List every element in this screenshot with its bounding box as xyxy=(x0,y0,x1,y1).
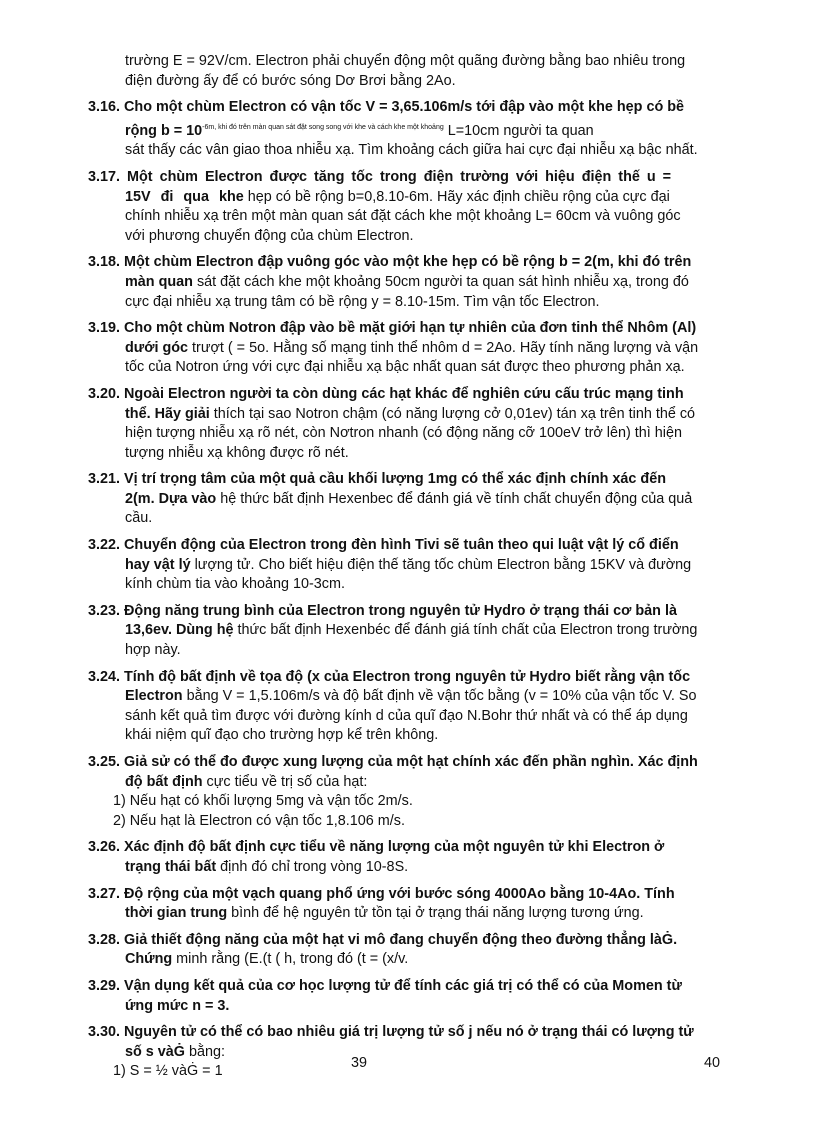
exercise-heading: Giả sử có thể đo được xung lượng của một hạt chính xác đến phần nghìn. Xác định xyxy=(124,754,698,770)
exercise-number: 3.25. xyxy=(88,754,121,770)
exercise-3-29 xyxy=(88,977,728,1016)
exercise-text: bằng V = 1,5.106m/s và độ bất định về vận tốc bằng (v = 10% của vận tốc V. So xyxy=(182,688,697,705)
exercise-number: 3.23. xyxy=(88,602,121,619)
exercise-number: 3.18. xyxy=(88,254,121,271)
exercise-text: L=10cm người ta quan xyxy=(443,122,594,139)
exercise-3-19 xyxy=(88,319,728,378)
exercise-text: hệ thức bất định Hexenbec để đánh giá về tính chất chuyển động của quả xyxy=(216,490,693,507)
sub-item: 1) S = ½ vàĠ = 1 xyxy=(113,1063,223,1080)
exercise-text: bình để hệ nguyên tử tồn tại ở trạng thái năng lượng tương ứng. xyxy=(227,905,644,922)
exercise-heading-cont: trạng thái bất xyxy=(125,858,217,875)
exercise-heading-cont: Electron xyxy=(125,688,183,705)
exercise-heading: Động năng trung bình của Electron trong nguyên tử Hydro ở trạng thái cơ bản là xyxy=(124,602,677,619)
exercise-heading-cont: rộng b = 10 xyxy=(125,122,203,139)
exercise-text: lượng tử. Cho biết hiệu điện thế tăng tốc chùm Electron bằng 15KV và đường xyxy=(190,556,692,573)
exercise-heading-cont: dưới góc xyxy=(125,339,189,356)
exercise-text: cầu. xyxy=(125,510,153,527)
exercise-number: 3.29. xyxy=(88,977,121,994)
exercise-number: 3.17. xyxy=(88,168,121,185)
exercise-heading-cont: Chứng xyxy=(125,951,173,968)
exercise-text: cực tiểu về trị số của hạt: xyxy=(202,773,368,790)
exercise-3-22 xyxy=(88,536,728,595)
exercise-heading-cont: thời gian trung xyxy=(125,905,228,922)
exercise-heading: Giả thiết động năng của một hạt vi mô đang chuyển động theo đường thẳng làĠ. xyxy=(124,931,678,948)
exercise-text: sát thấy các vân giao thoa nhiễu xạ. Tìm khoảng cách giữa hai cực đại nhiễu xạ bậc nhất. xyxy=(125,142,698,159)
exercise-text: minh rằng (E.(t ( h, trong đó (t = (x/v. xyxy=(172,951,409,968)
exercise-text: tốc của Notron ứng với cực đại nhiễu xạ bậc nhất quan sát được theo phương phản xạ. xyxy=(125,359,685,376)
exercise-text: hẹp có bề rộng b=0,8.10-6m. Hãy xác định chiều rộng của cực đại xyxy=(243,188,670,205)
exercise-text: sánh kết quả tìm được với đường kính d của quĩ đạo N.Bohr thứ nhất và có thể áp dụng xyxy=(125,707,688,724)
exercise-heading-cont: 15V đi qua khe xyxy=(125,188,244,205)
exercise-number: 3.24. xyxy=(88,668,121,685)
exercise-heading: Vận dụng kết quả của cơ học lượng tử để tính các giá trị có thể có của Momen từ xyxy=(124,977,682,994)
exercise-heading: Cho một chùm Electron có vận tốc V = 3,65.106m/s tới đập vào một khe hẹp có bề xyxy=(124,99,685,116)
exercise-3-21 xyxy=(88,470,728,529)
exercise-number: 3.19. xyxy=(88,320,121,337)
exercise-heading: Xác định độ bất định cực tiểu về năng lượng của một nguyên tử khi Electron ở xyxy=(124,839,665,856)
exercise-heading: Cho một chùm Notron đập vào bề mặt giới hạn tự nhiên của đơn tinh thể Nhôm (Al) xyxy=(124,320,697,337)
exercise-text: với phương chuyển động của chùm Electron. xyxy=(125,227,414,244)
exercise-heading: Độ rộng của một vạch quang phổ ứng với bước sóng 4000Ao bằng 10-4Ao. Tính xyxy=(124,885,675,902)
exercise-heading: Ngoài Electron người ta còn dùng các hạt khác để nghiên cứu cấu trúc mạng tinh xyxy=(124,385,684,402)
continued-paragraph xyxy=(88,52,728,91)
exercise-text: kính chùm tia vào khoảng 10-3cm. xyxy=(125,576,345,593)
exercise-number: 3.22. xyxy=(88,537,121,554)
exercise-heading-cont: độ bất định xyxy=(125,773,203,790)
exercise-text: bằng: xyxy=(185,1043,226,1060)
exercise-heading: Chuyển động của Electron trong đèn hình Tivi sẽ tuân theo qui luật vật lý cổ điển xyxy=(124,537,679,554)
exercise-3-20 xyxy=(88,385,728,463)
exercise-3-30 xyxy=(88,1023,728,1082)
exercise-text: định đó chỉ trong vòng 10-8S. xyxy=(216,858,409,875)
exercise-text: thức bất định Hexenbéc để đánh giá tính chất của Electron trong trường xyxy=(233,622,698,639)
exercise-heading-cont: thể. Hãy giải xyxy=(125,405,210,422)
exercise-3-23 xyxy=(88,602,728,661)
exercise-3-24 xyxy=(88,668,728,746)
exercise-number: 3.20. xyxy=(88,385,121,402)
exercise-3-16 xyxy=(88,98,728,161)
exercise-text: chính nhiễu xạ trên một màn quan sát đặt cách khe một khoảng L= 60cm và vuông góc xyxy=(125,208,681,225)
exercise-heading-cont: 13,6ev. Dùng hệ xyxy=(125,622,234,639)
exercise-number: 3.27. xyxy=(88,885,121,902)
exercise-3-17 xyxy=(88,168,728,246)
exercise-heading: Nguyên tử có thể có bao nhiêu giá trị lượng tử số j nếu nó ở trạng thái có lượng tử xyxy=(124,1024,694,1041)
exercise-text: hợp này. xyxy=(125,642,181,659)
exercise-heading: Tính độ bất định về tọa độ (x của Electron trong nguyên tử Hydro biết rằng vận tốc xyxy=(124,668,691,685)
exercise-heading: Một chùm Electron đập vuông góc vào một khe hẹp có bề rộng b = 2(m, khi đó trên xyxy=(124,254,692,271)
exercise-text: cực đại nhiễu xạ trung tâm có bề rộng y = 8.10-15m. Tìm vận tốc Electron. xyxy=(125,293,600,310)
exercise-text: tượng nhiễu xạ không được rõ nét. xyxy=(125,444,349,461)
exercise-text: khái niệm quĩ đạo cho trường hợp kể trên không. xyxy=(125,727,439,744)
exercise-text: thích tại sao Notron chậm (có năng lượng cở 0,01ev) tán xạ trên tinh thể có xyxy=(209,405,696,422)
exercise-heading: Một chùm Electron được tăng tốc trong điện trường với hiệu điện thế u = xyxy=(127,168,672,185)
exercise-3-27 xyxy=(88,885,728,924)
exercise-text: trượt ( = 5o. Hằng số mạng tinh thể nhôm d = 2Ao. Hãy tính năng lượng và vận xyxy=(188,339,699,356)
exercise-list xyxy=(88,52,728,1089)
exercise-number: 3.28. xyxy=(88,931,121,948)
exercise-heading: Vị trí trọng tâm của một quả cầu khối lượng 1mg có thể xác định chính xác đến xyxy=(124,471,667,488)
page-number-left: 39 xyxy=(351,1055,368,1071)
sub-item: 1) Nếu hạt có khối lượng 5mg và vận tốc 2m/s. xyxy=(113,793,413,810)
exercise-number: 3.21. xyxy=(88,471,121,488)
exercise-heading-cont: ứng mức n = 3. xyxy=(125,997,230,1014)
exercise-text: sát đặt cách khe một khoảng 50cm người ta quan sát hình nhiễu xạ, trong đó xyxy=(192,273,689,290)
exercise-number: 3.30. xyxy=(88,1024,121,1041)
page-number-right: 40 xyxy=(704,1055,721,1071)
exercise-3-28 xyxy=(88,931,728,970)
text-line: điện đường ấy để có bước sóng Dơ Brơi bằng 2Ao. xyxy=(125,72,456,89)
exercise-number: 3.26. xyxy=(88,839,121,856)
exercise-text: hiện tượng nhiễu xạ rõ nét, còn Nơtron nhanh (có động năng cỡ 100eV trở lên) thì hiện xyxy=(125,425,682,442)
exercise-3-26 xyxy=(88,838,728,877)
superscript-text: -6m, khi đó trên màn quan sát đặt song song với khe và cách khe một khoảng xyxy=(202,123,444,131)
exercise-3-25 xyxy=(88,753,728,831)
text-line: trường E = 92V/cm. Electron phải chuyển động một quãng đường bằng bao nhiêu trong xyxy=(125,53,686,69)
exercise-number: 3.16. xyxy=(88,99,121,116)
exercise-heading-cont: hay vật lý xyxy=(125,556,191,573)
exercise-heading-cont: màn quan xyxy=(125,273,193,290)
exercise-3-18 xyxy=(88,253,728,312)
exercise-heading-cont: số s vàĠ xyxy=(125,1043,185,1060)
exercise-heading-cont: 2(m. Dựa vào xyxy=(125,490,217,507)
sub-item: 2) Nếu hạt là Electron có vận tốc 1,8.106 m/s. xyxy=(113,812,405,829)
